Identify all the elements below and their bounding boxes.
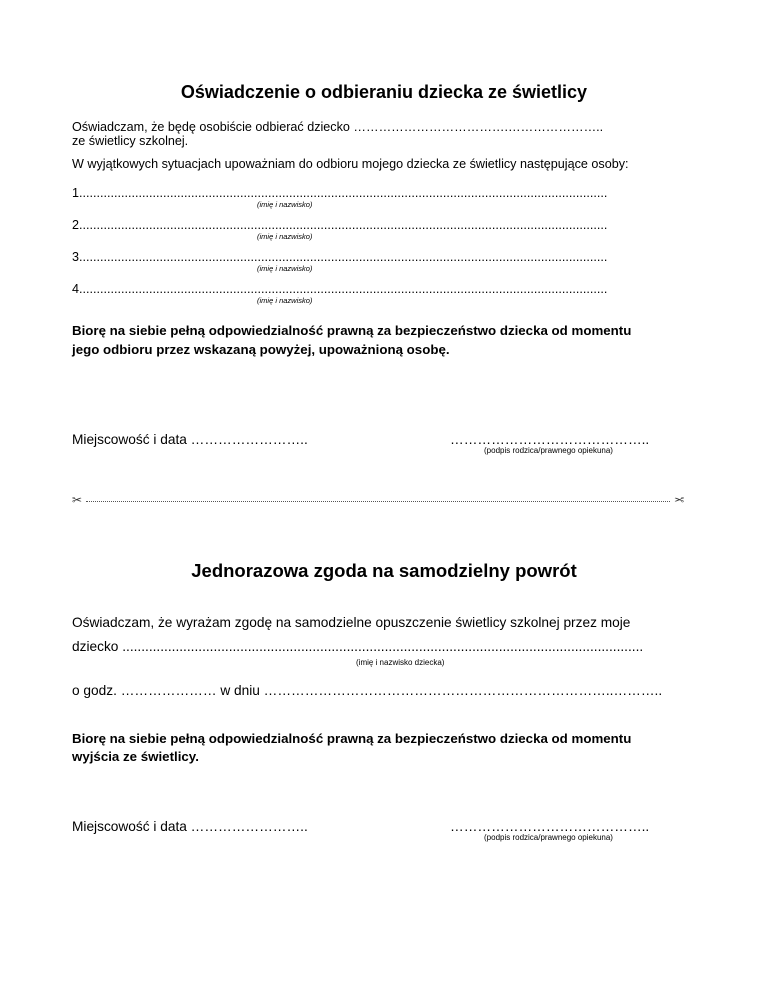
section2-signature-line[interactable]: …………………………………….. bbox=[450, 819, 650, 834]
section1-intro: W wyjątkowych sytuacjach upoważniam do odbioru mojego dziecka ze świetlicy następujące osoby: bbox=[72, 157, 629, 171]
section2-child-line[interactable]: dziecko ......................................................................................................................................... bbox=[72, 639, 644, 654]
person-line-3[interactable]: 3....................................................................................................................................................... bbox=[72, 250, 608, 264]
section2-responsibility-line1: Biorę na siebie pełną odpowiedzialność prawną za bezpieczeństwo dziecka od momentu bbox=[72, 731, 632, 746]
person-caption-1: (imię i nazwisko) bbox=[257, 200, 313, 209]
section1-statement-line2: ze świetlicy szkolnej. bbox=[72, 134, 189, 148]
scissors-icon: ✂ bbox=[72, 493, 83, 507]
person-line-1[interactable]: 1....................................................................................................................................................... bbox=[72, 186, 608, 200]
section1-statement-line1: Oświadczam, że będę osobiście odbierać dziecko ……………………………….………………….. bbox=[72, 120, 604, 134]
section1-title: Oświadczenie o odbieraniu dziecka ze świetlicy bbox=[180, 82, 588, 102]
dotted-cut-line bbox=[86, 501, 670, 502]
cut-line-separator bbox=[72, 495, 684, 509]
person-caption-4: (imię i nazwisko) bbox=[257, 296, 313, 305]
section2-child-caption: (imię i nazwisko dziecka) bbox=[356, 658, 445, 667]
person-line-2[interactable]: 2....................................................................................................................................................... bbox=[72, 218, 608, 232]
section1-signature-caption: (podpis rodzica/prawnego opiekuna) bbox=[484, 446, 613, 455]
section2-time-date-line[interactable]: o godz. ………………… w dniu …………………………………………………………………..……….. bbox=[72, 683, 663, 698]
section2-responsibility-line2: wyjścia ze świetlicy. bbox=[72, 749, 199, 764]
section2-signature-caption: (podpis rodzica/prawnego opiekuna) bbox=[484, 833, 613, 842]
section2-statement-line1: Oświadczam, że wyrażam zgodę na samodzielne opuszczenie świetlicy szkolnej przez moje bbox=[72, 615, 631, 630]
person-line-4[interactable]: 4....................................................................................................................................................... bbox=[72, 282, 608, 296]
scissors-icon: ✂ bbox=[673, 493, 684, 507]
person-caption-3: (imię i nazwisko) bbox=[257, 264, 313, 273]
person-caption-2: (imię i nazwisko) bbox=[257, 232, 313, 241]
section1-signature-line[interactable]: …………………………………….. bbox=[450, 432, 650, 447]
section2-title: Jednorazowa zgoda na samodzielny powrót bbox=[191, 560, 577, 581]
section1-place-date[interactable]: Miejscowość i data …………………….. bbox=[72, 432, 308, 447]
section1-responsibility-line1: Biorę na siebie pełną odpowiedzialność prawną za bezpieczeństwo dziecka od momentu bbox=[72, 323, 632, 338]
section1-responsibility-line2: jego odbioru przez wskazaną powyżej, upoważnioną osobę. bbox=[72, 342, 450, 357]
section2-place-date[interactable]: Miejscowość i data …………………….. bbox=[72, 819, 308, 834]
